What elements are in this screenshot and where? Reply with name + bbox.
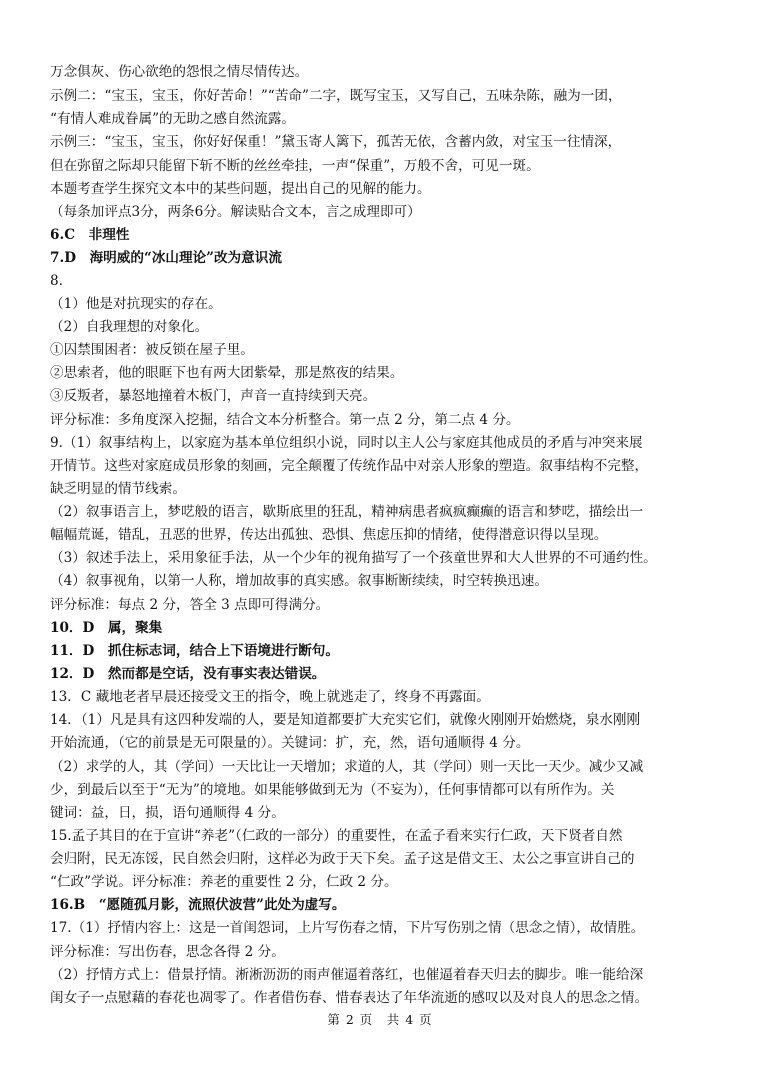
text-line: 14．（1）凡是具有这四种发端的人，要是知道都要扩大充实它们，就像火刚刚开始燃烧，泉水刚刚 (50, 712, 641, 728)
text-line: 缺乏明显的情节线索。 (50, 481, 186, 497)
answer-13: 13．C 藏地老者早晨还接受文王的指令，晚上就逃走了，终身不再露面。 (50, 689, 490, 705)
text-line: （2）自我理想的对象化。 (50, 319, 209, 335)
text-line: ②思索者，他的眼眶下也有两大团紫晕，那是熬夜的结果。 (50, 365, 404, 381)
answer-6: 6.C 非理性 (50, 227, 130, 243)
scoring-standard: 评分标准：多角度深入挖掘，结合文本分析整合。第一点 2 分，第二点 4 分。 (50, 412, 520, 428)
text-line: ③反叛者，暴怒地撞着木板门，声音一直持续到天亮。 (50, 388, 377, 404)
answer-10: 10．D 属，聚集 (50, 620, 163, 636)
text-line: “有情人难成眷属”的无助之感自然流露。 (50, 111, 295, 127)
scoring-standard: 评分标准：每点 2 分，答全 3 点即可得满分。 (50, 597, 330, 613)
text-line: 本题考查学生探究文本中的某些问题，提出自己的见解的能力。 (50, 181, 431, 197)
question-8-number: 8. (50, 273, 63, 289)
text-line: （2）抒情方式上：借景抒情。淅淅沥沥的雨声催逼着落红，也催逼着春天归去的脚步。唯一能给深 (50, 967, 644, 983)
text-line: （2）求学的人，其（学问）一天比让一天增加；求道的人，其（学问）则一天比一天少。减少又减 (50, 759, 644, 775)
text-line: 开始流通，（它的前景是无可限量的）。关键词：扩，充，然，语句通顺得 4 分。 (50, 735, 530, 751)
text-line: （4）叙事视角，以第一人称，增加故事的真实感。叙事断断续续，时空转换迅速。 (50, 573, 549, 589)
text-line: （3）叙述手法上，采用象征手法，从一个少年的视角描写了一个孩童世界和大人世界的不可通约性。 (50, 550, 657, 566)
text-line: 15.孟子其目的在于宣讲“养老”（仁政的一部分）的重要性，在孟子看来实行仁政，天下贤者自然 (50, 828, 623, 844)
scoring-standard: 评分标准：写出伤春，思念各得 2 分。 (50, 944, 285, 960)
text-line: 17.（1）抒情内容上：这是一首闺怨词，上片写伤春之情，下片写伤别之情（思念之情），故情胜。 (50, 920, 645, 936)
text-line: 少，到最后以至于“无为”的境地。如果能够做到无为（不妄为），任何事情都可以有所作为。关 (50, 782, 615, 798)
text-line: 万念俱灰、伤心欲绝的怨恨之情尽情传达。 (50, 64, 309, 80)
text-line: 幅幅荒诞，错乱，丑恶的世界，传达出孤独、恐惧、焦虑压抑的情绪，使得潜意识得以呈现。 (50, 527, 608, 543)
answer-12: 12．D 然而都是空话，没有事实表达错误。 (50, 666, 326, 682)
text-line: 示例三：“宝玉，宝玉，你好好保重！”黛玉寄人篱下，孤苦无依，含蓄内敛，对宝玉一往情深， (50, 134, 622, 150)
text-line: 但在弥留之际却只能留下斩不断的丝丝牵挂，一声“保重”，万般不舍，可见一斑。 (50, 158, 540, 174)
text-line: （1）他是对抗现实的存在。 (50, 296, 222, 312)
text-line: （每条加评点3分，两条6分。解读贴合文本，言之成理即可） (50, 204, 421, 220)
text-line: “仁政”学说。评分标准：养老的重要性 2 分，仁政 2 分。 (50, 874, 398, 890)
text-line: ①囚禁围困者：被反锁在屋子里。 (50, 342, 254, 358)
answer-7: 7.D 海明威的“冰山理论”改为意识流 (50, 250, 282, 266)
text-line: 键词：益，日，损，语句通顺得 4 分。 (50, 805, 285, 821)
text-line: 闺女子一点慰藉的春花也凋零了。作者借伤春、惜春表达了年华流逝的感叹以及对良人的思念之情。 (50, 990, 649, 1006)
page-footer: 第 2 页 共 4 页 (327, 1012, 433, 1027)
answer-16: 16.B “愿随孤月影，流照伏波营”此处为虚写。 (50, 897, 346, 913)
text-line: 9.（1）叙事结构上，以家庭为基本单位组织小说，同时以主人公与家庭其他成员的矛盾与冲突来展 (50, 435, 643, 451)
text-line: （2）叙事语言上，梦呓般的语言，歇斯底里的狂乱，精神病患者疯疯癫癫的语言和梦呓，描绘出一 (50, 504, 644, 520)
answer-11: 11．D 抓住标志词，结合上下语境进行断句。 (50, 643, 339, 659)
text-line: 会归附，民无冻馁，民自然会归附，这样必为政于天下矣。孟子这是借文王、太公之事宣讲自己的 (50, 851, 635, 867)
text-line: 开情节。这些对家庭成员形象的刻画，完全颠覆了传统作品中对亲人形象的塑造。叙事结构不完整， (50, 458, 649, 474)
text-line: 示例二：“宝玉，宝玉，你好苦命！”“苦命”二字，既写宝玉，又写自己，五味杂陈，融为一团， (50, 88, 622, 104)
